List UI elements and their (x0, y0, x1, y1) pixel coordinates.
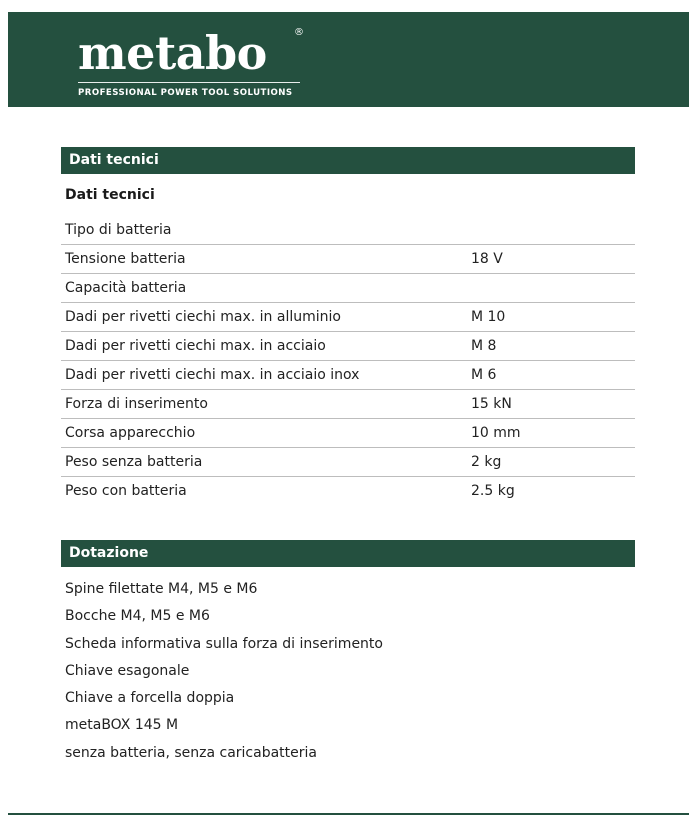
logo-divider (78, 82, 300, 83)
spec-value: 18 V (471, 251, 503, 267)
spec-row (61, 448, 635, 477)
spec-label: Peso senza batteria (65, 454, 203, 470)
spec-row (61, 274, 635, 303)
list-item: Chiave a forcella doppia (65, 690, 235, 707)
list-item: Bocche M4, M5 e M6 (65, 608, 210, 625)
spec-row (61, 303, 635, 332)
list-item: Scheda informativa sulla forza di inserimento (65, 635, 383, 652)
spec-row (61, 361, 635, 390)
spec-label: Forza di inserimento (65, 396, 208, 412)
spec-row (61, 332, 635, 361)
equipment-section-header: Dotazione (61, 540, 635, 567)
spec-table (61, 216, 635, 506)
footer-divider (8, 813, 689, 815)
list-item: Spine filettate M4, M5 e M6 (65, 581, 258, 597)
spec-label: Tipo di batteria (65, 222, 172, 238)
spec-row (61, 390, 635, 419)
spec-value: M 6 (471, 367, 497, 383)
spec-label: Peso con batteria (65, 483, 187, 499)
spec-row (61, 245, 635, 274)
spec-label: Corsa apparecchio (65, 425, 196, 441)
technical-subheading: Dati tecnici (65, 187, 155, 203)
spec-row (61, 477, 635, 506)
technical-section-header: Dati tecnici (61, 147, 635, 174)
equipment-list (65, 578, 383, 769)
spec-label: Dadi per rivetti ciechi max. in alluminio (65, 309, 341, 325)
list-item: metaBOX 145 M (65, 717, 179, 734)
spec-label: Dadi per rivetti ciechi max. in acciaio (65, 338, 326, 354)
spec-row (61, 419, 635, 448)
brand-header (8, 12, 689, 107)
list-item: Chiave esagonale (65, 662, 190, 679)
spec-label: Tensione batteria (65, 251, 186, 267)
registered-mark: ® (294, 27, 304, 38)
spec-value: 2.5 kg (471, 483, 515, 499)
brand-tagline: PROFESSIONAL POWER TOOL SOLUTIONS (78, 88, 293, 98)
spec-row (61, 216, 635, 245)
spec-value: M 8 (471, 338, 497, 354)
spec-value: M 10 (471, 309, 506, 325)
spec-value: 10 mm (471, 425, 521, 441)
spec-label: Capacità batteria (65, 280, 187, 296)
list-item: senza batteria, senza caricabatteria (65, 744, 317, 761)
spec-value: 15 kN (471, 396, 512, 412)
spec-value: 2 kg (471, 454, 502, 470)
brand-logo: metabo (78, 26, 267, 80)
spec-label: Dadi per rivetti ciechi max. in acciaio inox (65, 367, 360, 383)
